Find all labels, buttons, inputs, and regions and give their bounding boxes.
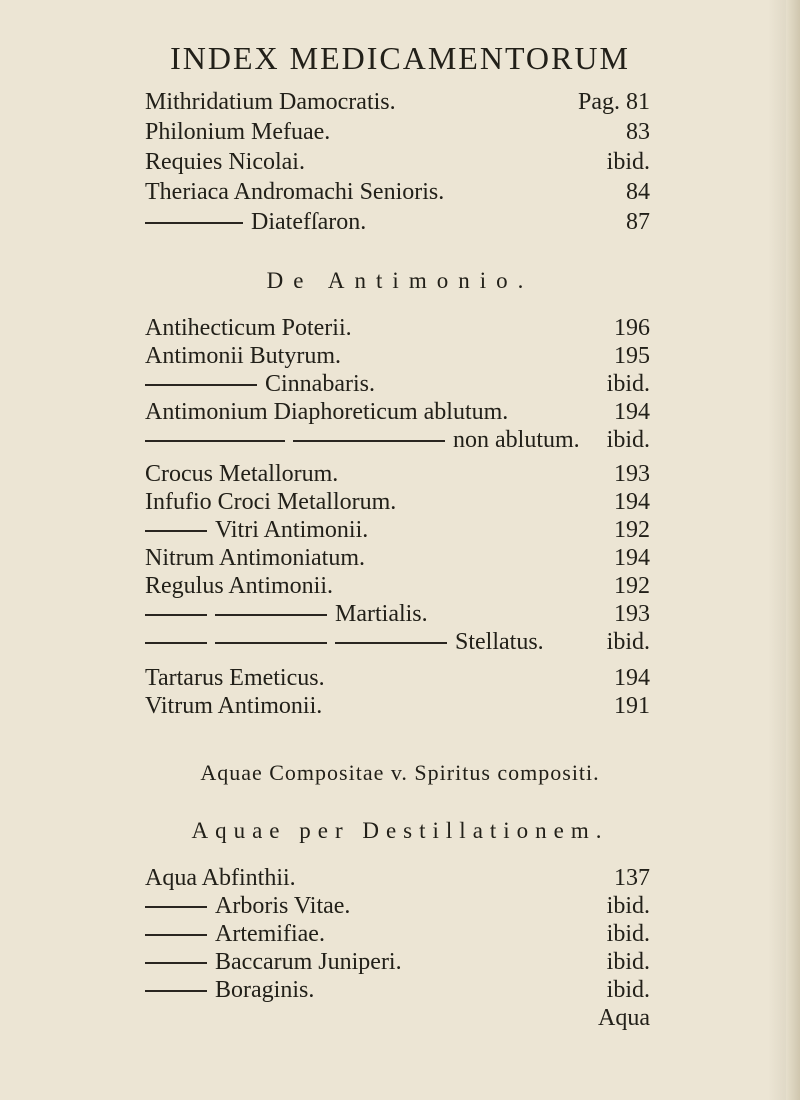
entry-name: Theriaca Andromachi Senioris. bbox=[145, 179, 445, 205]
entry-name: Cinnabaris. bbox=[265, 371, 375, 397]
entry-page: 193 bbox=[614, 601, 650, 627]
entry-page: 193 bbox=[614, 461, 650, 487]
index-entry bbox=[145, 342, 650, 370]
entry-page: ibid. bbox=[606, 149, 650, 175]
index-entry bbox=[145, 976, 650, 1004]
entry-name: Martialis. bbox=[335, 601, 428, 627]
ditto-dash bbox=[145, 906, 207, 908]
ditto-dash bbox=[145, 222, 243, 224]
entry-page: ibid. bbox=[606, 427, 650, 453]
index-entry bbox=[145, 864, 650, 892]
index-entry bbox=[145, 314, 650, 342]
index-entry bbox=[145, 572, 650, 600]
entry-name: Antimonii Butyrum. bbox=[145, 343, 342, 369]
entry-page: 84 bbox=[626, 179, 650, 205]
entry-page: 87 bbox=[626, 209, 650, 235]
entry-page: 194 bbox=[614, 489, 650, 515]
ditto-dash bbox=[293, 440, 445, 442]
entry-name: Crocus Metallorum. bbox=[145, 461, 339, 487]
entry-name: Diatefſaron. bbox=[251, 209, 367, 235]
entry-name: Boraginis. bbox=[215, 977, 315, 1003]
entry-name: Artemifiae. bbox=[215, 921, 325, 947]
ditto-dash bbox=[145, 990, 207, 992]
page-title: INDEX MEDICAMENTORUM bbox=[170, 40, 630, 76]
ditto-dash bbox=[335, 642, 447, 644]
entry-name: Tartarus Emeticus. bbox=[145, 665, 325, 691]
entry-name: Baccarum Juniperi. bbox=[215, 949, 402, 975]
ditto-dash bbox=[215, 642, 327, 644]
entry-name: Stellatus. bbox=[455, 629, 544, 655]
entry-name: Mithridatium Damocratis. bbox=[145, 89, 396, 115]
ditto-dash bbox=[145, 934, 207, 936]
index-entry bbox=[145, 600, 650, 628]
entry-name: Aqua Abfinthii. bbox=[145, 865, 296, 891]
index-entry bbox=[145, 118, 650, 146]
index-entry bbox=[145, 88, 650, 116]
ditto-dash bbox=[145, 440, 285, 442]
entry-page: 192 bbox=[614, 517, 650, 543]
ditto-dash bbox=[145, 642, 207, 644]
entry-page: 196 bbox=[614, 315, 650, 341]
catchword: Aqua bbox=[598, 1005, 650, 1031]
index-entry bbox=[145, 692, 650, 720]
entry-name: Antimonium Diaphoreticum ablutum. bbox=[145, 399, 509, 425]
ditto-dash bbox=[145, 384, 257, 386]
entry-name-with-ditto bbox=[145, 208, 366, 236]
index-entry bbox=[145, 920, 650, 948]
entry-page: ibid. bbox=[606, 977, 650, 1003]
ditto-dash bbox=[145, 614, 207, 616]
entry-name: non ablutum. bbox=[453, 427, 580, 453]
section-heading-aquae-compositae: Aquae Compositae v. Spiritus compositi. bbox=[200, 760, 600, 785]
section-subheading-destillationem: Aquae per Destillationem. bbox=[191, 818, 609, 843]
index-entry bbox=[145, 516, 650, 544]
ditto-dash bbox=[145, 530, 207, 532]
entry-name-with-ditto bbox=[145, 628, 544, 656]
entry-page: 137 bbox=[614, 865, 650, 891]
ditto-dash bbox=[215, 614, 327, 616]
entry-name: Vitri Antimonii. bbox=[215, 517, 369, 543]
entry-page: ibid. bbox=[606, 629, 650, 655]
index-entry bbox=[145, 544, 650, 572]
index-entry bbox=[145, 664, 650, 692]
entry-name: Nitrum Antimoniatum. bbox=[145, 545, 365, 571]
entry-name-with-ditto bbox=[145, 426, 580, 454]
entry-page: 194 bbox=[614, 399, 650, 425]
entry-name-with-ditto bbox=[145, 976, 314, 1004]
entry-page: ibid. bbox=[606, 949, 650, 975]
index-entry bbox=[145, 208, 650, 236]
index-entry bbox=[145, 426, 650, 454]
index-entry bbox=[145, 398, 650, 426]
entry-page: 191 bbox=[614, 693, 650, 719]
entry-name: Regulus Antimonii. bbox=[145, 573, 334, 599]
index-entry bbox=[145, 488, 650, 516]
entry-name: Requies Nicolai. bbox=[145, 149, 305, 175]
entry-page: 195 bbox=[614, 343, 650, 369]
entry-name-with-ditto bbox=[145, 892, 350, 920]
entry-name-with-ditto bbox=[145, 370, 375, 398]
entry-name-with-ditto bbox=[145, 600, 428, 628]
entry-page: ibid. bbox=[606, 921, 650, 947]
entry-page: 194 bbox=[614, 665, 650, 691]
catchword-row bbox=[145, 1004, 650, 1032]
entry-page: 83 bbox=[626, 119, 650, 145]
entry-name: Philonium Mefuae. bbox=[145, 119, 331, 145]
index-entry bbox=[145, 892, 650, 920]
entry-page: 194 bbox=[614, 545, 650, 571]
entry-name-with-ditto bbox=[145, 516, 368, 544]
index-entry bbox=[145, 148, 650, 176]
entry-name: Arboris Vitae. bbox=[215, 893, 351, 919]
ditto-dash bbox=[145, 962, 207, 964]
index-entry bbox=[145, 370, 650, 398]
entry-name: Infufio Croci Metallorum. bbox=[145, 489, 397, 515]
entry-name-with-ditto bbox=[145, 948, 402, 976]
entry-name: Vitrum Antimonii. bbox=[145, 693, 323, 719]
index-entry bbox=[145, 948, 650, 976]
index-entry bbox=[145, 460, 650, 488]
section-heading-antimonio: De Antimonio. bbox=[266, 268, 534, 293]
entry-page: 192 bbox=[614, 573, 650, 599]
page-edge bbox=[786, 0, 800, 1100]
entry-name: Antihecticum Poterii. bbox=[145, 315, 352, 341]
entry-name-with-ditto bbox=[145, 920, 325, 948]
entry-page: ibid. bbox=[606, 893, 650, 919]
index-entry bbox=[145, 178, 650, 206]
index-entry bbox=[145, 628, 650, 656]
entry-page: Pag. 81 bbox=[578, 89, 650, 115]
entry-page: ibid. bbox=[606, 371, 650, 397]
